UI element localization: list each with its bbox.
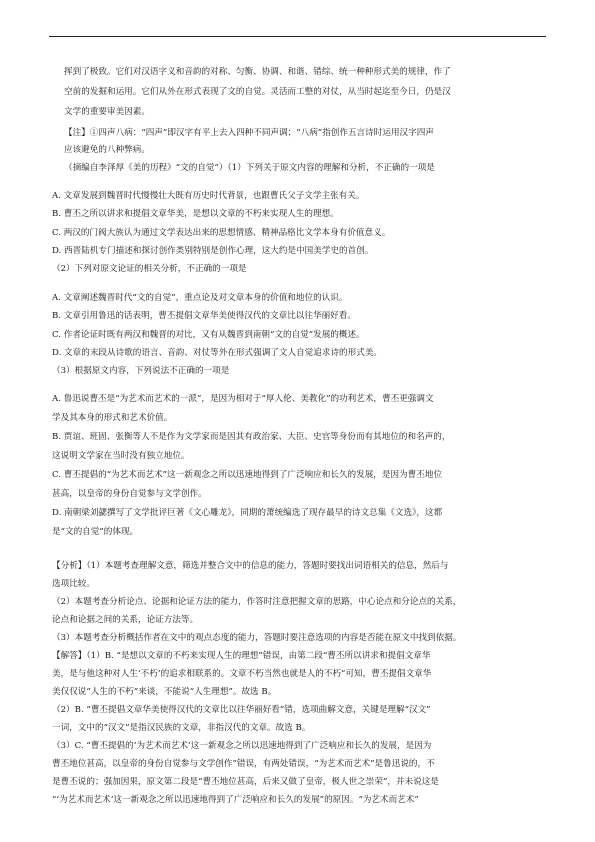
text-line: 空前的发掘和运用。它们从外在形式表现了文的自觉。灵活而工整的对仗，从当时起迄至今日，仍是汉 <box>64 87 451 97</box>
text-line: （2）本题考查分析论点、论据和论证方法的能力，作答时注意把握文章的思路，中心论点和分论点的关系， <box>52 597 462 607</box>
text-line: C. 曹丕提倡的“为艺术而艺术”这一新观念之所以迅速地得到了广泛响应和长久的发展，是因为曹丕地位 <box>52 470 443 480</box>
text-line: C. 两汉的门阀大族认为通过文学表达出来的思想情感、精神品格比文学本身有价值意义。 <box>52 228 391 238</box>
text-line: 【注】①四声八病：“四声”即汉字有平上去入四种不同声调；“八病”指创作五言诗时运用汉字四声 <box>64 128 434 138</box>
text-line: 是“文的自觉”的体现。 <box>52 527 139 537</box>
text-line: （2）下列对原文论证的相关分析，不正确的一项是 <box>52 264 247 274</box>
text-line: （2）B. “曹丕提倡文章华美使得汉代的文章比以往华丽好看”错，选项曲解文意，关键是理解“汉文” <box>52 705 431 715</box>
text-line: A. 鲁迅说曹丕是“为艺术而艺术的一派”，是因为相对于“厚人伦、美教化”的功利艺术，曹丕更强调文 <box>52 394 434 404</box>
text-line: D. 文章的末段从诗歌的语言、音韵、对仗等外在形式强调了文人自觉追求诗的形式美。 <box>52 348 383 358</box>
text-line: 美仅仅说“人生的不朽”来谈，不能说“人生理想”。故选 B。 <box>52 687 277 697</box>
text-line: 应该避免的八种弊病。 <box>64 145 150 155</box>
text-line: “‘为艺术而艺术’这一新观念之所以迅速地得到了广泛响应和长久的发展”的原因。“为艺术而艺术” <box>52 795 419 805</box>
text-line: 曹丕地位甚高，以皇帝的身份自觉参与文学创作”错误，有两处错误，“为艺术而艺术”是鲁迅说的，不 <box>52 759 435 769</box>
text-line: 甚高，以皇帝的身份自觉参与文学创作。 <box>52 489 207 499</box>
text-line: 是曹丕说的；强加因果，原文第二段是“曹丕地位甚高，后来又做了皇帝，极人世之崇荣”，并未说这是 <box>52 777 439 787</box>
text-line: 学及其本身的形式和艺术价值。 <box>52 413 173 423</box>
text-line: （摘编自李泽厚《美的历程》“文的自觉”）（1）下列关于原文内容的理解和分析，不正确的一项是 <box>64 163 435 173</box>
header-rule <box>49 36 546 37</box>
text-line: D. 南朝梁刘勰撰写了文学批评巨著《文心雕龙》，同期的萧统编选了现存最早的诗文总集《文选》，这都 <box>52 508 443 518</box>
text-line: B. 贾谊、班固、张衡等人不是作为文学家而是因其有政治家、大臣、史官等身份而有其地位的和名声的， <box>52 432 451 442</box>
text-line: B. 文章引用鲁迅的话表明，曹丕提倡文章华美使得汉代的文章比以往华丽好看。 <box>52 311 356 321</box>
text-line: 美，是与他这种对人生‘不朽’的追求相联系的。文章不朽当然也就是人的不朽”可知，曹丕提倡文章华 <box>52 669 432 679</box>
text-line: 这说明文学家在当时没有独立地位。 <box>52 451 190 461</box>
text-line: 【分析】（1）本题考查理解文意，筛选并整合文中的信息的能力，答题时要找出词语相关的信息，然后与 <box>52 561 449 571</box>
text-line: （3）C. “曹丕提倡的‘为艺术而艺术’这一新观念之所以迅速地得到了广泛响应和长久的发展，是因为 <box>52 741 432 751</box>
text-line: 【解答】（1）B. “是想以文章的不朽来实现人生的理想”错误，由第二段“曹丕所以讲求和提倡文章华 <box>52 651 431 661</box>
text-line: D. 西晋陆机专门描述和探讨创作类别特别是创作心理，这大约是中国美学史的首创。 <box>52 246 374 256</box>
text-line: 一词，文中的“汉文”是指汉民族的文章，非指汉代的文章。故选 B。 <box>52 723 311 733</box>
text-line: （3）根据原文内容，下列说法不正确的一项是 <box>52 366 230 376</box>
text-line: C. 作者论证时既有两汉和魏晋的对比，又有从魏晋到南朝“文的自觉”发展的概述。 <box>52 330 365 340</box>
text-line: B. 曹丕之所以讲求和提倡文章华美，是想以文章的不朽来实现人生的理想。 <box>52 209 339 219</box>
text-line: 论点和论据之间的关系，论证方法等。 <box>52 615 199 625</box>
text-line: 挥到了极致。它们对汉语字义和音韵的对称、匀衡、协调、和谐、错综、统一种种形式美的规律，作了 <box>64 67 451 77</box>
text-line: 选项比较。 <box>52 579 95 589</box>
text-line: A. 文章阐述魏晋时代“文的自觉”，重点论及对文章本身的价值和地位的认识。 <box>52 293 348 303</box>
text-line: 文学的重要审美因素。 <box>64 107 150 117</box>
text-line: A. 文章发展到魏晋时代慢慢壮大既有历史时代背景，也跟曹氏父子文学主张有关。 <box>52 191 365 201</box>
text-line: （3）本题考查分析概括作者在文中的观点态度的能力，答题时要注意选项的内容是否能在原文中找到依据。 <box>52 633 462 643</box>
